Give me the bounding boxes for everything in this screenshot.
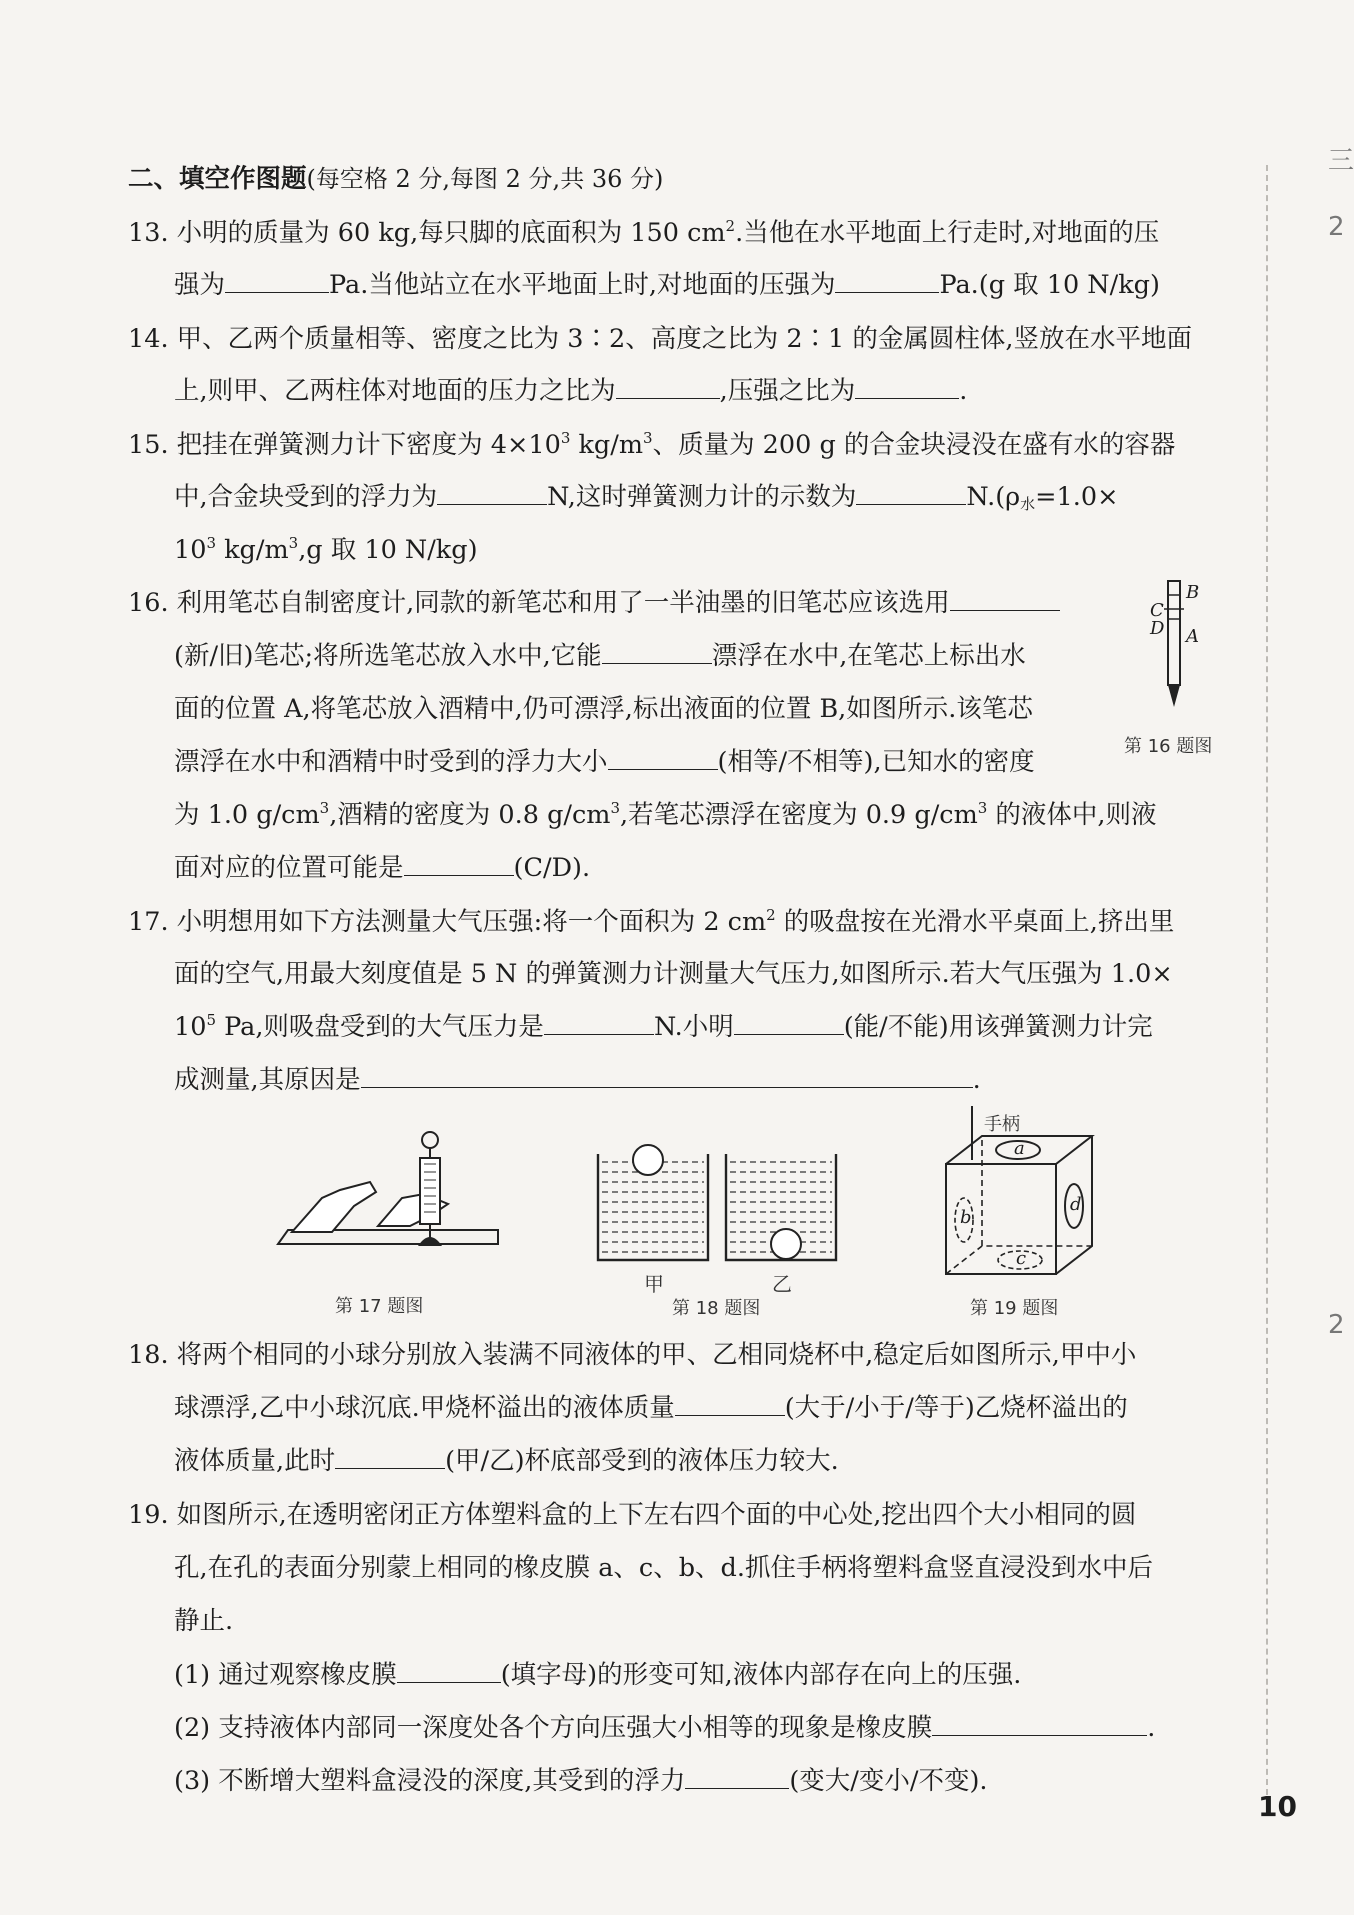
q19-text: (2) 支持液体内部同一深度处各个方向压强大小相等的现象是橡皮膜 bbox=[174, 1713, 933, 1743]
ball-floating bbox=[633, 1145, 663, 1175]
pen-tip bbox=[1168, 685, 1180, 707]
q13-text: Pa.(g 取 10 N/kg) bbox=[939, 270, 1160, 300]
fig19-label-b: b bbox=[960, 1207, 972, 1228]
q16-line-4 bbox=[174, 745, 1035, 779]
fig19-label-d: d bbox=[1070, 1194, 1082, 1215]
q13-blank-2[interactable] bbox=[835, 268, 939, 293]
scale-hook-ring bbox=[422, 1132, 438, 1148]
fig19-label-a: a bbox=[1014, 1138, 1025, 1159]
q17-text: 10 bbox=[174, 1012, 207, 1042]
q14-text: . bbox=[959, 376, 968, 406]
q18-text: (甲/乙)杯底部受到的液体压力较大. bbox=[445, 1446, 839, 1476]
q15-text: 中,合金块受到的浮力为 bbox=[174, 482, 438, 512]
section-heading bbox=[128, 162, 663, 196]
q16-text: 为 1.0 g/cm bbox=[174, 800, 320, 830]
section-title: 二、填空作图题 bbox=[128, 164, 307, 194]
q15-blank-2[interactable] bbox=[856, 480, 966, 505]
q15-superscript: 3 bbox=[643, 429, 653, 447]
q17-blank-2[interactable] bbox=[734, 1010, 844, 1035]
q16-line-5 bbox=[174, 798, 1157, 832]
q15-superscript: 3 bbox=[206, 534, 216, 552]
q16-blank-2[interactable] bbox=[602, 639, 712, 664]
liquid-jia bbox=[602, 1162, 704, 1252]
q14-blank-2[interactable] bbox=[855, 374, 959, 399]
q13-superscript: 2 bbox=[725, 217, 736, 235]
q15-text: ,g 取 10 N/kg) bbox=[298, 535, 478, 565]
q17-blank-3[interactable] bbox=[361, 1063, 973, 1088]
pen-refill-tube bbox=[1168, 581, 1180, 685]
q18-line-2 bbox=[174, 1391, 1128, 1425]
figure-16-caption: 第 16 题图 bbox=[1124, 736, 1213, 757]
q15-line-3 bbox=[174, 533, 478, 567]
binding-margin-line bbox=[1266, 165, 1268, 1805]
q16-text: ,若笔芯漂浮在密度为 0.9 g/cm bbox=[620, 800, 978, 830]
q15-text: kg/m bbox=[570, 430, 644, 460]
q14-text: 上,则甲、乙两柱体对地面的压力之比为 bbox=[174, 376, 616, 406]
q14-line-1: 14. 甲、乙两个质量相等、密度之比为 3∶2、高度之比为 2∶1 的金属圆柱体,竖放在水平地面 bbox=[128, 324, 1192, 354]
q19-sub-2 bbox=[174, 1711, 1155, 1745]
q19-sub-1 bbox=[174, 1658, 1021, 1692]
figure-19-handle-label: 手柄 bbox=[984, 1114, 1020, 1135]
page-number: 10 bbox=[1258, 1790, 1297, 1823]
q14-text: ,压强之比为 bbox=[719, 376, 856, 406]
q16-line-1 bbox=[128, 586, 1060, 620]
q17-blank-1[interactable] bbox=[544, 1010, 654, 1035]
q15-subscript: 水 bbox=[1020, 495, 1036, 513]
q14-blank-1[interactable] bbox=[616, 374, 720, 399]
left-hand bbox=[292, 1182, 376, 1232]
q16-text: 16. 利用笔芯自制密度计,同款的新笔芯和用了一半油墨的旧笔芯应该选用 bbox=[128, 588, 950, 618]
edge-glyph: 2 bbox=[1328, 212, 1345, 242]
q13-text: 13. 小明的质量为 60 kg,每只脚的底面积为 150 cm bbox=[128, 218, 726, 248]
figure-18-label-yi: 乙 bbox=[772, 1272, 792, 1296]
q19-line-2: 孔,在孔的表面分别蒙上相同的橡皮膜 a、c、b、d.抓住手柄将塑料盒竖直浸没到水中后 bbox=[174, 1553, 1153, 1583]
q17-text: 17. 小明想用如下方法测量大气压强:将一个面积为 2 cm bbox=[128, 907, 767, 937]
q15-text: kg/m bbox=[216, 535, 289, 565]
q17-line-4 bbox=[174, 1063, 981, 1097]
q18-blank-2[interactable] bbox=[335, 1444, 445, 1469]
q15-text: =1.0× bbox=[1035, 482, 1119, 512]
fig16-label-d: D bbox=[1150, 618, 1165, 639]
q17-text: . bbox=[972, 1065, 981, 1095]
q13-line-2 bbox=[174, 268, 1160, 302]
q18-line-3 bbox=[174, 1444, 839, 1478]
figure-16-densimeter bbox=[1150, 575, 1250, 715]
section-note: (每空格 2 分,每图 2 分,共 36 分) bbox=[306, 165, 664, 193]
q15-text: 15. 把挂在弹簧测力计下密度为 4×10 bbox=[128, 430, 561, 460]
figure-19-caption: 第 19 题图 bbox=[970, 1298, 1059, 1319]
ball-sunk bbox=[771, 1229, 801, 1259]
q16-line-2 bbox=[174, 639, 1026, 673]
edge-glyph: 2 bbox=[1328, 1310, 1345, 1340]
q16-superscript: 3 bbox=[610, 799, 620, 817]
q19-blank-1[interactable] bbox=[397, 1658, 501, 1683]
q16-line-3: 面的位置 A,将笔芯放入酒精中,仍可漂浮,标出液面的位置 B,如图所示.该笔芯 bbox=[174, 694, 1033, 724]
q19-text: (3) 不断增大塑料盒浸没的深度,其受到的浮力 bbox=[174, 1766, 686, 1796]
q16-text: (C/D). bbox=[513, 853, 591, 883]
q17-text: 成测量,其原因是 bbox=[174, 1065, 361, 1095]
q19-text: (填字母)的形变可知,液体内部存在向上的压强. bbox=[500, 1660, 1022, 1690]
q18-line-1: 18. 将两个相同的小球分别放入装满不同液体的甲、乙相同烧杯中,稳定后如图所示,甲中小 bbox=[128, 1340, 1137, 1370]
figure-18-caption: 第 18 题图 bbox=[672, 1298, 761, 1319]
q16-superscript: 3 bbox=[319, 799, 330, 817]
q17-text: Pa,则吸盘受到的大气压力是 bbox=[216, 1012, 544, 1042]
figure-17-suction-cup bbox=[260, 1120, 520, 1280]
q15-text: 、质量为 200 g 的合金块浸没在盛有水的容器 bbox=[652, 430, 1176, 460]
q18-text: (大于/小于/等于)乙烧杯溢出的 bbox=[784, 1393, 1128, 1423]
figure-18-beakers bbox=[590, 1140, 850, 1280]
fig19-label-c: c bbox=[1016, 1248, 1027, 1269]
q15-line-2 bbox=[174, 480, 1118, 514]
q19-blank-3[interactable] bbox=[685, 1764, 789, 1789]
q18-text: 球漂浮,乙中小球沉底.甲烧杯溢出的液体质量 bbox=[174, 1393, 675, 1423]
q19-text: (1) 通过观察橡皮膜 bbox=[174, 1660, 397, 1690]
figure-18-label-jia: 甲 bbox=[644, 1272, 664, 1296]
q16-line-6 bbox=[174, 851, 590, 885]
edge-glyph: 三 bbox=[1328, 146, 1354, 176]
q17-line-1 bbox=[128, 905, 1174, 939]
fig16-label-b: B bbox=[1186, 582, 1200, 603]
figure-17-caption: 第 17 题图 bbox=[335, 1296, 424, 1317]
spring-scale bbox=[420, 1158, 440, 1224]
q15-superscript: 3 bbox=[560, 429, 571, 447]
q13-blank-1[interactable] bbox=[225, 268, 329, 293]
fig16-label-a: A bbox=[1186, 626, 1199, 647]
q15-text: 10 bbox=[174, 535, 207, 565]
q13-line-1 bbox=[128, 216, 1159, 250]
q19-line-3: 静止. bbox=[174, 1606, 234, 1636]
q17-line-2: 面的空气,用最大刻度值是 5 N 的弹簧测力计测量大气压力,如图所示.若大气压强为 1.0× bbox=[174, 959, 1173, 989]
q16-text: (相等/不相等),已知水的密度 bbox=[717, 747, 1035, 777]
q17-line-3 bbox=[174, 1010, 1153, 1044]
q16-blank-4[interactable] bbox=[404, 851, 514, 876]
q16-superscript: 3 bbox=[977, 799, 988, 817]
q15-line-1 bbox=[128, 428, 1175, 462]
q18-blank-1[interactable] bbox=[675, 1391, 785, 1416]
q17-text: (能/不能)用该弹簧测力计完 bbox=[843, 1012, 1153, 1042]
q16-text: 的液体中,则液 bbox=[987, 800, 1157, 830]
q17-text: 的吸盘按在光滑水平桌面上,挤出里 bbox=[775, 907, 1175, 937]
q14-line-2 bbox=[174, 374, 967, 408]
q16-text: 漂浮在水中,在笔芯上标出水 bbox=[711, 641, 1026, 671]
q19-text: (变大/变小/不变). bbox=[789, 1766, 988, 1796]
q16-text: (新/旧)笔芯;将所选笔芯放入水中,它能 bbox=[174, 641, 602, 671]
q17-text: N.小明 bbox=[653, 1012, 734, 1042]
q17-superscript: 5 bbox=[206, 1011, 216, 1029]
q15-text: N.(ρ bbox=[966, 482, 1021, 512]
q13-text: 强为 bbox=[174, 270, 226, 300]
q16-text: 漂浮在水中和酒精中时受到的浮力大小 bbox=[174, 747, 608, 777]
q16-text: 面对应的位置可能是 bbox=[174, 853, 404, 883]
q16-blank-3[interactable] bbox=[608, 745, 718, 770]
q13-text: Pa.当他站立在水平地面上时,对地面的压强为 bbox=[329, 270, 836, 300]
q13-text: .当他在水平地面上行走时,对地面的压 bbox=[735, 218, 1160, 248]
q16-blank-1[interactable] bbox=[950, 586, 1060, 611]
q17-superscript: 2 bbox=[766, 906, 776, 924]
q15-blank-1[interactable] bbox=[437, 480, 547, 505]
q19-blank-2[interactable] bbox=[932, 1711, 1147, 1736]
q16-text: ,酒精的密度为 0.8 g/cm bbox=[329, 800, 611, 830]
q19-line-1: 19. 如图所示,在透明密闭正方体塑料盒的上下左右四个面的中心处,挖出四个大小相同的圆 bbox=[128, 1500, 1137, 1530]
fig16-label-c: C bbox=[1150, 600, 1164, 621]
q19-sub-3 bbox=[174, 1764, 988, 1798]
q18-text: 液体质量,此时 bbox=[174, 1446, 336, 1476]
q15-text: N,这时弹簧测力计的示数为 bbox=[547, 482, 857, 512]
q15-superscript: 3 bbox=[288, 534, 299, 552]
q19-text: . bbox=[1147, 1713, 1156, 1743]
